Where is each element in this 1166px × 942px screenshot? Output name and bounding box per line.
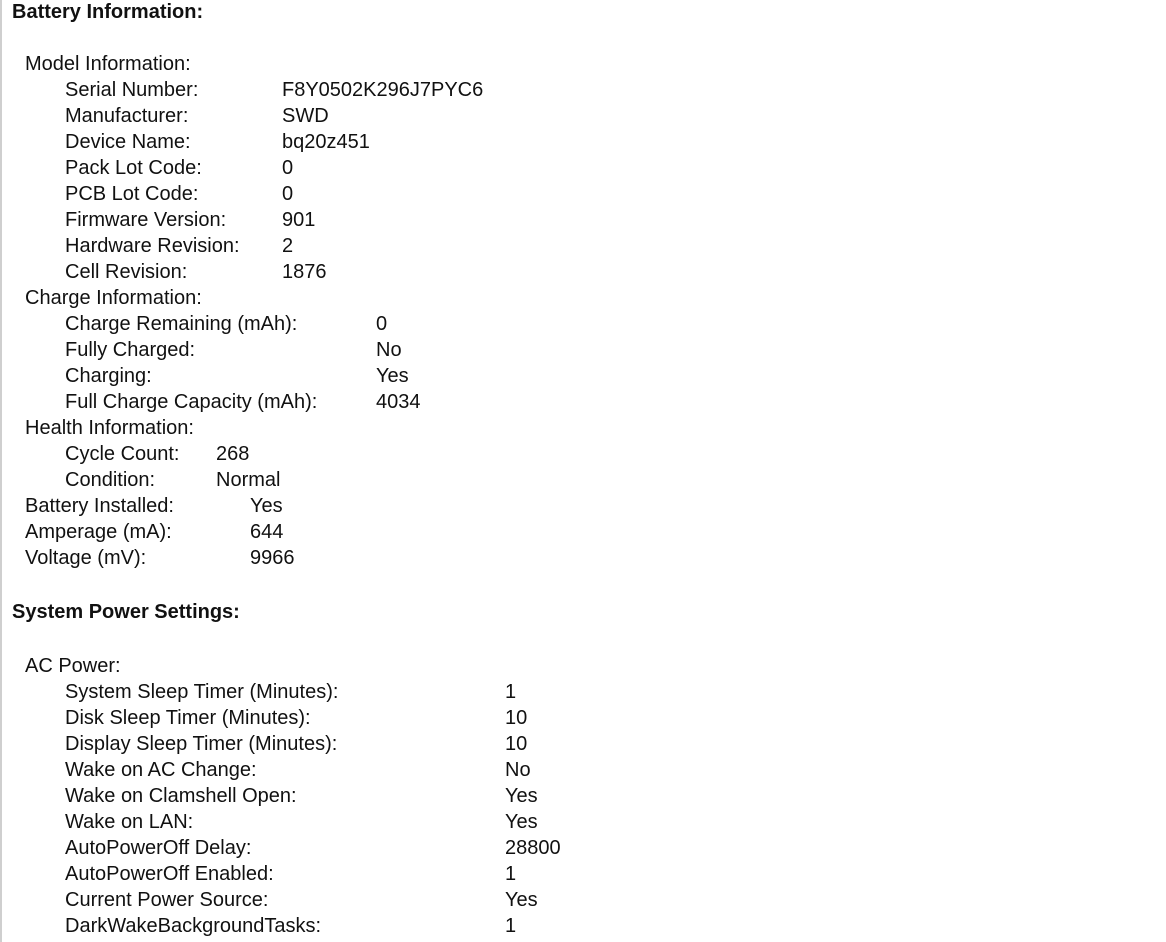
wake-on-ac-change-value: No — [505, 759, 531, 781]
amperage-label: Amperage (mA): — [25, 521, 172, 543]
autopoweroff-enabled-value: 1 — [505, 863, 517, 885]
firmware-version-value: 901 — [282, 209, 316, 231]
system-power-settings-heading: System Power Settings: — [12, 601, 240, 623]
health-information-label: Health Information: — [25, 417, 194, 439]
manufacturer-value: SWD — [282, 105, 329, 127]
battery-information-heading: Battery Information: — [12, 1, 204, 23]
disk-sleep-timer-label: Disk Sleep Timer (Minutes): — [65, 707, 311, 729]
autopoweroff-delay-value: 28800 — [505, 837, 561, 859]
left-border — [0, 0, 2, 942]
wake-on-lan-label: Wake on LAN: — [65, 811, 194, 833]
amperage-value: 644 — [250, 521, 284, 543]
voltage-label: Voltage (mV): — [25, 547, 147, 569]
condition-value: Normal — [216, 469, 281, 491]
device-name-value: bq20z451 — [282, 131, 370, 153]
wake-on-clamshell-open-value: Yes — [505, 785, 538, 807]
darkwake-background-tasks-label: DarkWakeBackgroundTasks: — [65, 915, 322, 937]
display-sleep-timer-value: 10 — [505, 733, 528, 755]
charge-information-label: Charge Information: — [25, 287, 202, 309]
current-power-source-value: Yes — [505, 889, 538, 911]
wake-on-clamshell-open-label: Wake on Clamshell Open: — [65, 785, 297, 807]
wake-on-ac-change-label: Wake on AC Change: — [65, 759, 257, 781]
charging-value: Yes — [376, 365, 409, 387]
autopoweroff-delay-label: AutoPowerOff Delay: — [65, 837, 252, 859]
pcb-lot-code-value: 0 — [282, 183, 294, 205]
battery-installed-value: Yes — [250, 495, 283, 517]
fully-charged-value: No — [376, 339, 402, 361]
charge-remaining-value: 0 — [376, 313, 388, 335]
voltage-value: 9966 — [250, 547, 295, 569]
system-sleep-timer-label: System Sleep Timer (Minutes): — [65, 681, 339, 703]
battery-installed-label: Battery Installed: — [25, 495, 174, 517]
current-power-source-label: Current Power Source: — [65, 889, 269, 911]
full-charge-capacity-label: Full Charge Capacity (mAh): — [65, 391, 318, 413]
serial-number-value: F8Y0502K296J7PYC6 — [282, 79, 484, 101]
system-sleep-timer-value: 1 — [505, 681, 517, 703]
pcb-lot-code-label: PCB Lot Code: — [65, 183, 199, 205]
darkwake-background-tasks-value: 1 — [505, 915, 517, 937]
model-information-label: Model Information: — [25, 53, 191, 75]
wake-on-lan-value: Yes — [505, 811, 538, 833]
hardware-revision-value: 2 — [282, 235, 294, 257]
full-charge-capacity-value: 4034 — [376, 391, 421, 413]
pack-lot-code-label: Pack Lot Code: — [65, 157, 202, 179]
cycle-count-value: 268 — [216, 443, 250, 465]
device-name-label: Device Name: — [65, 131, 191, 153]
manufacturer-label: Manufacturer: — [65, 105, 189, 127]
condition-label: Condition: — [65, 469, 156, 491]
fully-charged-label: Fully Charged: — [65, 339, 196, 361]
display-sleep-timer-label: Display Sleep Timer (Minutes): — [65, 733, 338, 755]
cell-revision-value: 1876 — [282, 261, 327, 283]
firmware-version-label: Firmware Version: — [65, 209, 227, 231]
ac-power-label: AC Power: — [25, 655, 121, 677]
charging-label: Charging: — [65, 365, 152, 387]
autopoweroff-enabled-label: AutoPowerOff Enabled: — [65, 863, 274, 885]
serial-number-label: Serial Number: — [65, 79, 199, 101]
pack-lot-code-value: 0 — [282, 157, 294, 179]
charge-remaining-label: Charge Remaining (mAh): — [65, 313, 298, 335]
cycle-count-label: Cycle Count: — [65, 443, 180, 465]
hardware-revision-label: Hardware Revision: — [65, 235, 240, 257]
cell-revision-label: Cell Revision: — [65, 261, 188, 283]
disk-sleep-timer-value: 10 — [505, 707, 528, 729]
